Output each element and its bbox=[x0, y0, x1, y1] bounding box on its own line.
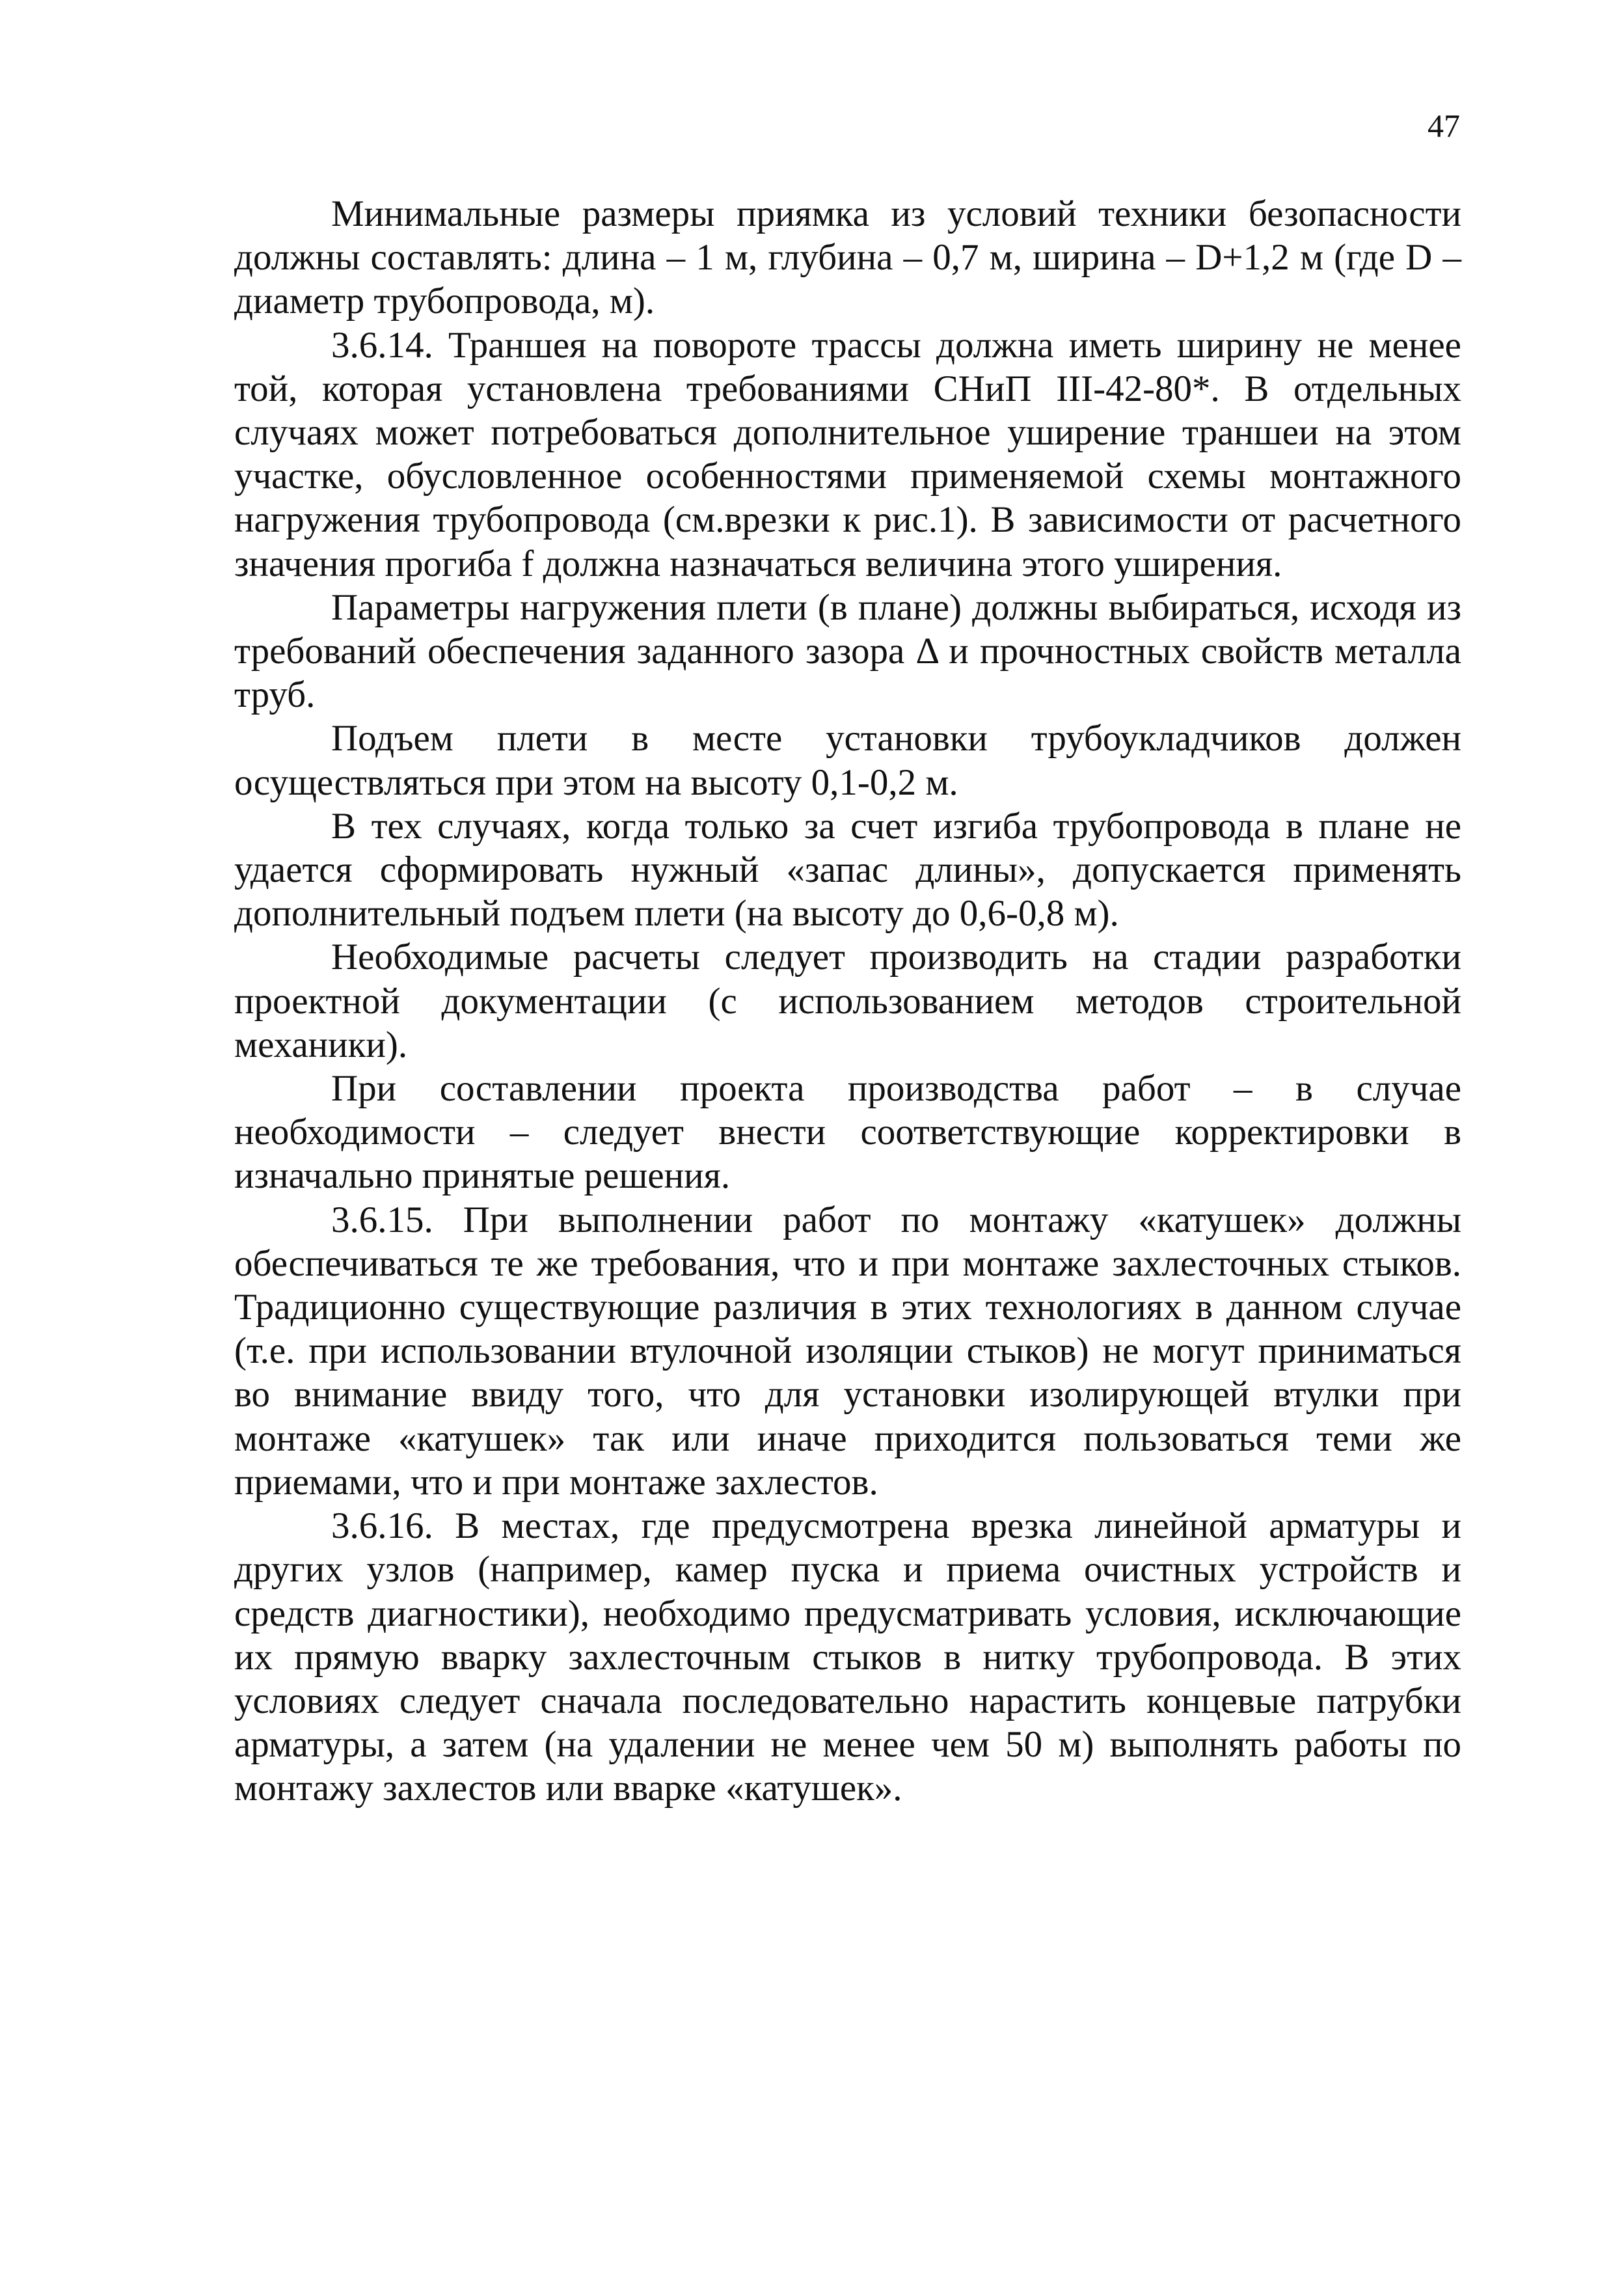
paragraph-loading-parameters: Параметры нагружения плети (в плане) должны выбираться, исходя из требований обеспечения заданного зазора Δ и прочностных свойств металла труб. bbox=[234, 586, 1461, 716]
paragraph-3-6-14: 3.6.14. Траншея на повороте трассы должна иметь ширину не менее той, которая установлена требованиями СНиП III-42-80*. В отдельных случаях может потребоваться дополнительное уширение траншеи на этом участке, обусловленное особенностями применяемой схемы монтажного нагружения трубопровода (см.врезки к рис.1). В зависимости от расчетного значения прогиба f должна назначаться величина этого уширения. bbox=[234, 324, 1461, 584]
paragraph-length-reserve: В тех случаях, когда только за счет изгиба трубопровода в плане не удается сформировать нужный «запас длины», допускается применять дополнительный подъем плети (на высоту до 0,6-0,8 м). bbox=[234, 805, 1461, 935]
document-body bbox=[234, 192, 1461, 1811]
paragraph-3-6-15: 3.6.15. При выполнении работ по монтажу «катушек» должны обеспечиваться те же требования, что и при монтаже захлесточных стыков. Традиционно существующие различия в этих технологиях в данном случае (т.е. при использовании втулочной изоляции стыков) не могут приниматься во внимание ввиду того, что для установки изолирующей втулки при монтаже «катушек» так или иначе приходится пользоваться теми же приемами, что и при монтаже захлестов. bbox=[234, 1199, 1461, 1503]
paragraph-work-project: При составлении проекта производства работ – в случае необходимости – следует внести соответствующие корректировки в изначально принятые решения. bbox=[234, 1068, 1461, 1197]
paragraph-pit-dimensions: Минимальные размеры приямка из условий техники безопасности должны составлять: длина – 1 м, глубина – 0,7 м, ширина – D+1,2 м (где D – диаметр трубопровода, м). bbox=[234, 193, 1461, 322]
paragraph-calculations: Необходимые расчеты следует производить на стадии разработки проектной документации (с использованием методов строительной механики). bbox=[234, 936, 1461, 1065]
paragraph-lift-height: Подъем плети в месте установки трубоукладчиков должен осуществляться при этом на высоту 0,1-0,2 м. bbox=[234, 718, 1461, 803]
page-number: 47 bbox=[1428, 107, 1460, 144]
paragraph-3-6-16: 3.6.16. В местах, где предусмотрена врезка линейной арматуры и других узлов (например, камер пуска и приема очистных устройств и средств диагностики), необходимо предусматривать условия, исключающие их прямую вварку захлесточным стыков в нитку трубопровода. В этих условиях следует сначала последовательно нарастить концевые патрубки арматуры, а затем (на удалении не менее чем 50 м) выполнять работы по монтажу захлестов или вварке «катушек». bbox=[234, 1505, 1461, 1809]
